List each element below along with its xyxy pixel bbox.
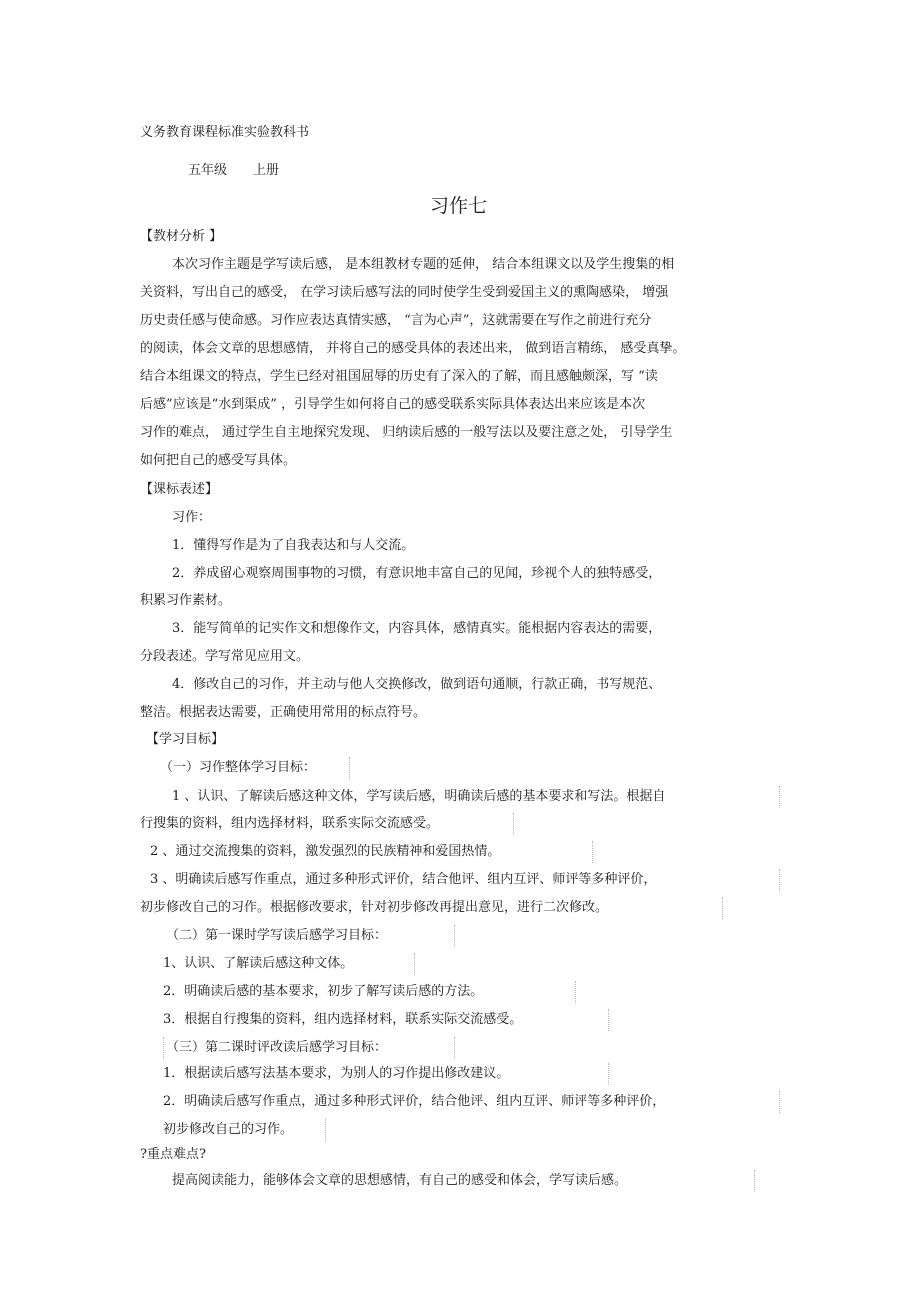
standards-label: 习作： (172, 510, 212, 525)
table-divider (722, 897, 723, 919)
analysis-line: 本次习作主题是学写读后感， 是本组教材专题的延伸， 结合本组课文以及学生搜集的相 (172, 257, 675, 272)
lesson2-goal-line: 初步修改自己的习作。 (163, 1122, 294, 1137)
lesson1-heading: （二）第一课时学写读后感学习目标： (166, 928, 388, 943)
standards-line: 整洁。根据表达需要，正确使用常用的标点符号。 (140, 705, 427, 720)
overall-goal-line: 初步修改自己的习作。根据修改要求，针对初步修改再提出意见，进行二次修改。 (140, 900, 609, 915)
standards-heading: 【课标表述】 (140, 482, 219, 497)
analysis-heading: 【教材分析 】 (140, 229, 223, 244)
lesson1-goal-line: 3．根据自行搜集的资料，组内选择材料，联系实际交流感受。 (163, 1012, 523, 1027)
table-divider (608, 1009, 609, 1031)
volume-label: 上册 (253, 163, 280, 178)
analysis-line: 如何把自己的感受写具体。 (140, 453, 297, 468)
table-divider (325, 1119, 326, 1141)
table-divider (779, 869, 780, 891)
table-divider (575, 981, 576, 1003)
goals-heading: 【学习目标】 (146, 732, 225, 747)
standards-line: 2．养成留心观察周围事物的习惯，有意识地丰富自己的见闻，珍视个人的独特感受， (172, 566, 662, 581)
lesson1-goal-line: 1、认识、了解读后感这种文体。 (163, 956, 354, 971)
overall-goal-line: 行搜集的资料，组内选择材料，联系实际交流感受。 (140, 816, 440, 831)
table-divider (779, 786, 780, 808)
analysis-line: 关资料，写出自己的感受， 在学习读后感写法的同时使学生受到爱国主义的熏陶感染， 增强 (140, 285, 669, 300)
table-divider (779, 1091, 780, 1113)
standards-line: 3．能写简单的记实作文和想像作文，内容具体，感情真实。能根据内容表达的需要， (172, 621, 662, 636)
grade-label: 五年级 (188, 163, 228, 178)
overall-goals-heading: （一）习作整体学习目标： (160, 760, 317, 775)
table-divider (454, 925, 455, 947)
table-divider (592, 841, 593, 863)
key-points-line: 提高阅读能力，能够体会文章的思想感情，有自己的感受和体会，学写读后感。 (172, 1173, 628, 1188)
overall-goal-line: 3 、明确读后感写作重点，通过多种形式评价，结合他评、组内互评、师评等多种评价， (150, 872, 657, 887)
table-divider (349, 757, 350, 779)
standards-line: 1．懂得写作是为了自我表达和与人交流。 (172, 538, 415, 553)
page-title: 习作七 (430, 195, 488, 217)
series-title: 义务教育课程标准实验教科书 (140, 125, 310, 140)
table-divider (608, 1063, 609, 1085)
standards-line: 分段表述。学写常见应用文。 (140, 649, 310, 664)
overall-goal-line: 2 、通过交流搜集的资料，激发强烈的民族精神和爱国热情。 (150, 844, 501, 859)
analysis-line: 习作的难点， 通过学生自主地探究发现、 归纳读后感的一般写法以及要注意之处， 引导学生 (140, 425, 673, 440)
lesson2-goal-line: 1．根据读后感写法基本要求，为别人的习作提出修改建议。 (163, 1066, 510, 1081)
key-points-heading: ?重点难点? (140, 1147, 206, 1162)
table-divider (513, 813, 514, 835)
standards-line: 积累习作素材。 (140, 593, 232, 608)
standards-line: 4．修改自己的习作，并主动与他人交换修改，做到语句通顺，行款正确，书写规范、 (172, 677, 662, 692)
lesson1-goal-line: 2．明确读后感的基本要求，初步了解写读后感的方法。 (163, 984, 484, 999)
lesson2-heading: （三）第二课时评改读后感学习目标： (166, 1040, 388, 1055)
analysis-line: 结合本组课文的特点，学生已经对祖国屈辱的历史有了深入的了解，而且感触颇深，写 “读 (140, 369, 658, 384)
lesson2-goal-line: 2．明确读后感写作重点，通过多种形式评价，结合他评、组内互评、师评等多种评价， (163, 1094, 666, 1109)
analysis-line: 后感”应该是“水到渠成” ，引导学生如何将自己的感受联系实际具体表达出来应该是本次 (140, 397, 646, 412)
analysis-line: 的阅读，体会文章的思想感情， 并将自己的感受具体的表述出来， 做到语言精练， 感受真挚。 (140, 341, 686, 356)
table-divider (454, 1037, 455, 1059)
table-divider (163, 1037, 164, 1059)
table-divider (414, 953, 415, 975)
analysis-line: 历史责任感与使命感。习作应表达真情实感， “言为心声”，这就需要在写作之前进行充分 (140, 313, 652, 328)
overall-goal-line: 1 、认识、了解读后感这种文体，学写读后感，明确读后感的基本要求和写法。根据自 (172, 789, 666, 804)
table-divider (754, 1170, 755, 1192)
